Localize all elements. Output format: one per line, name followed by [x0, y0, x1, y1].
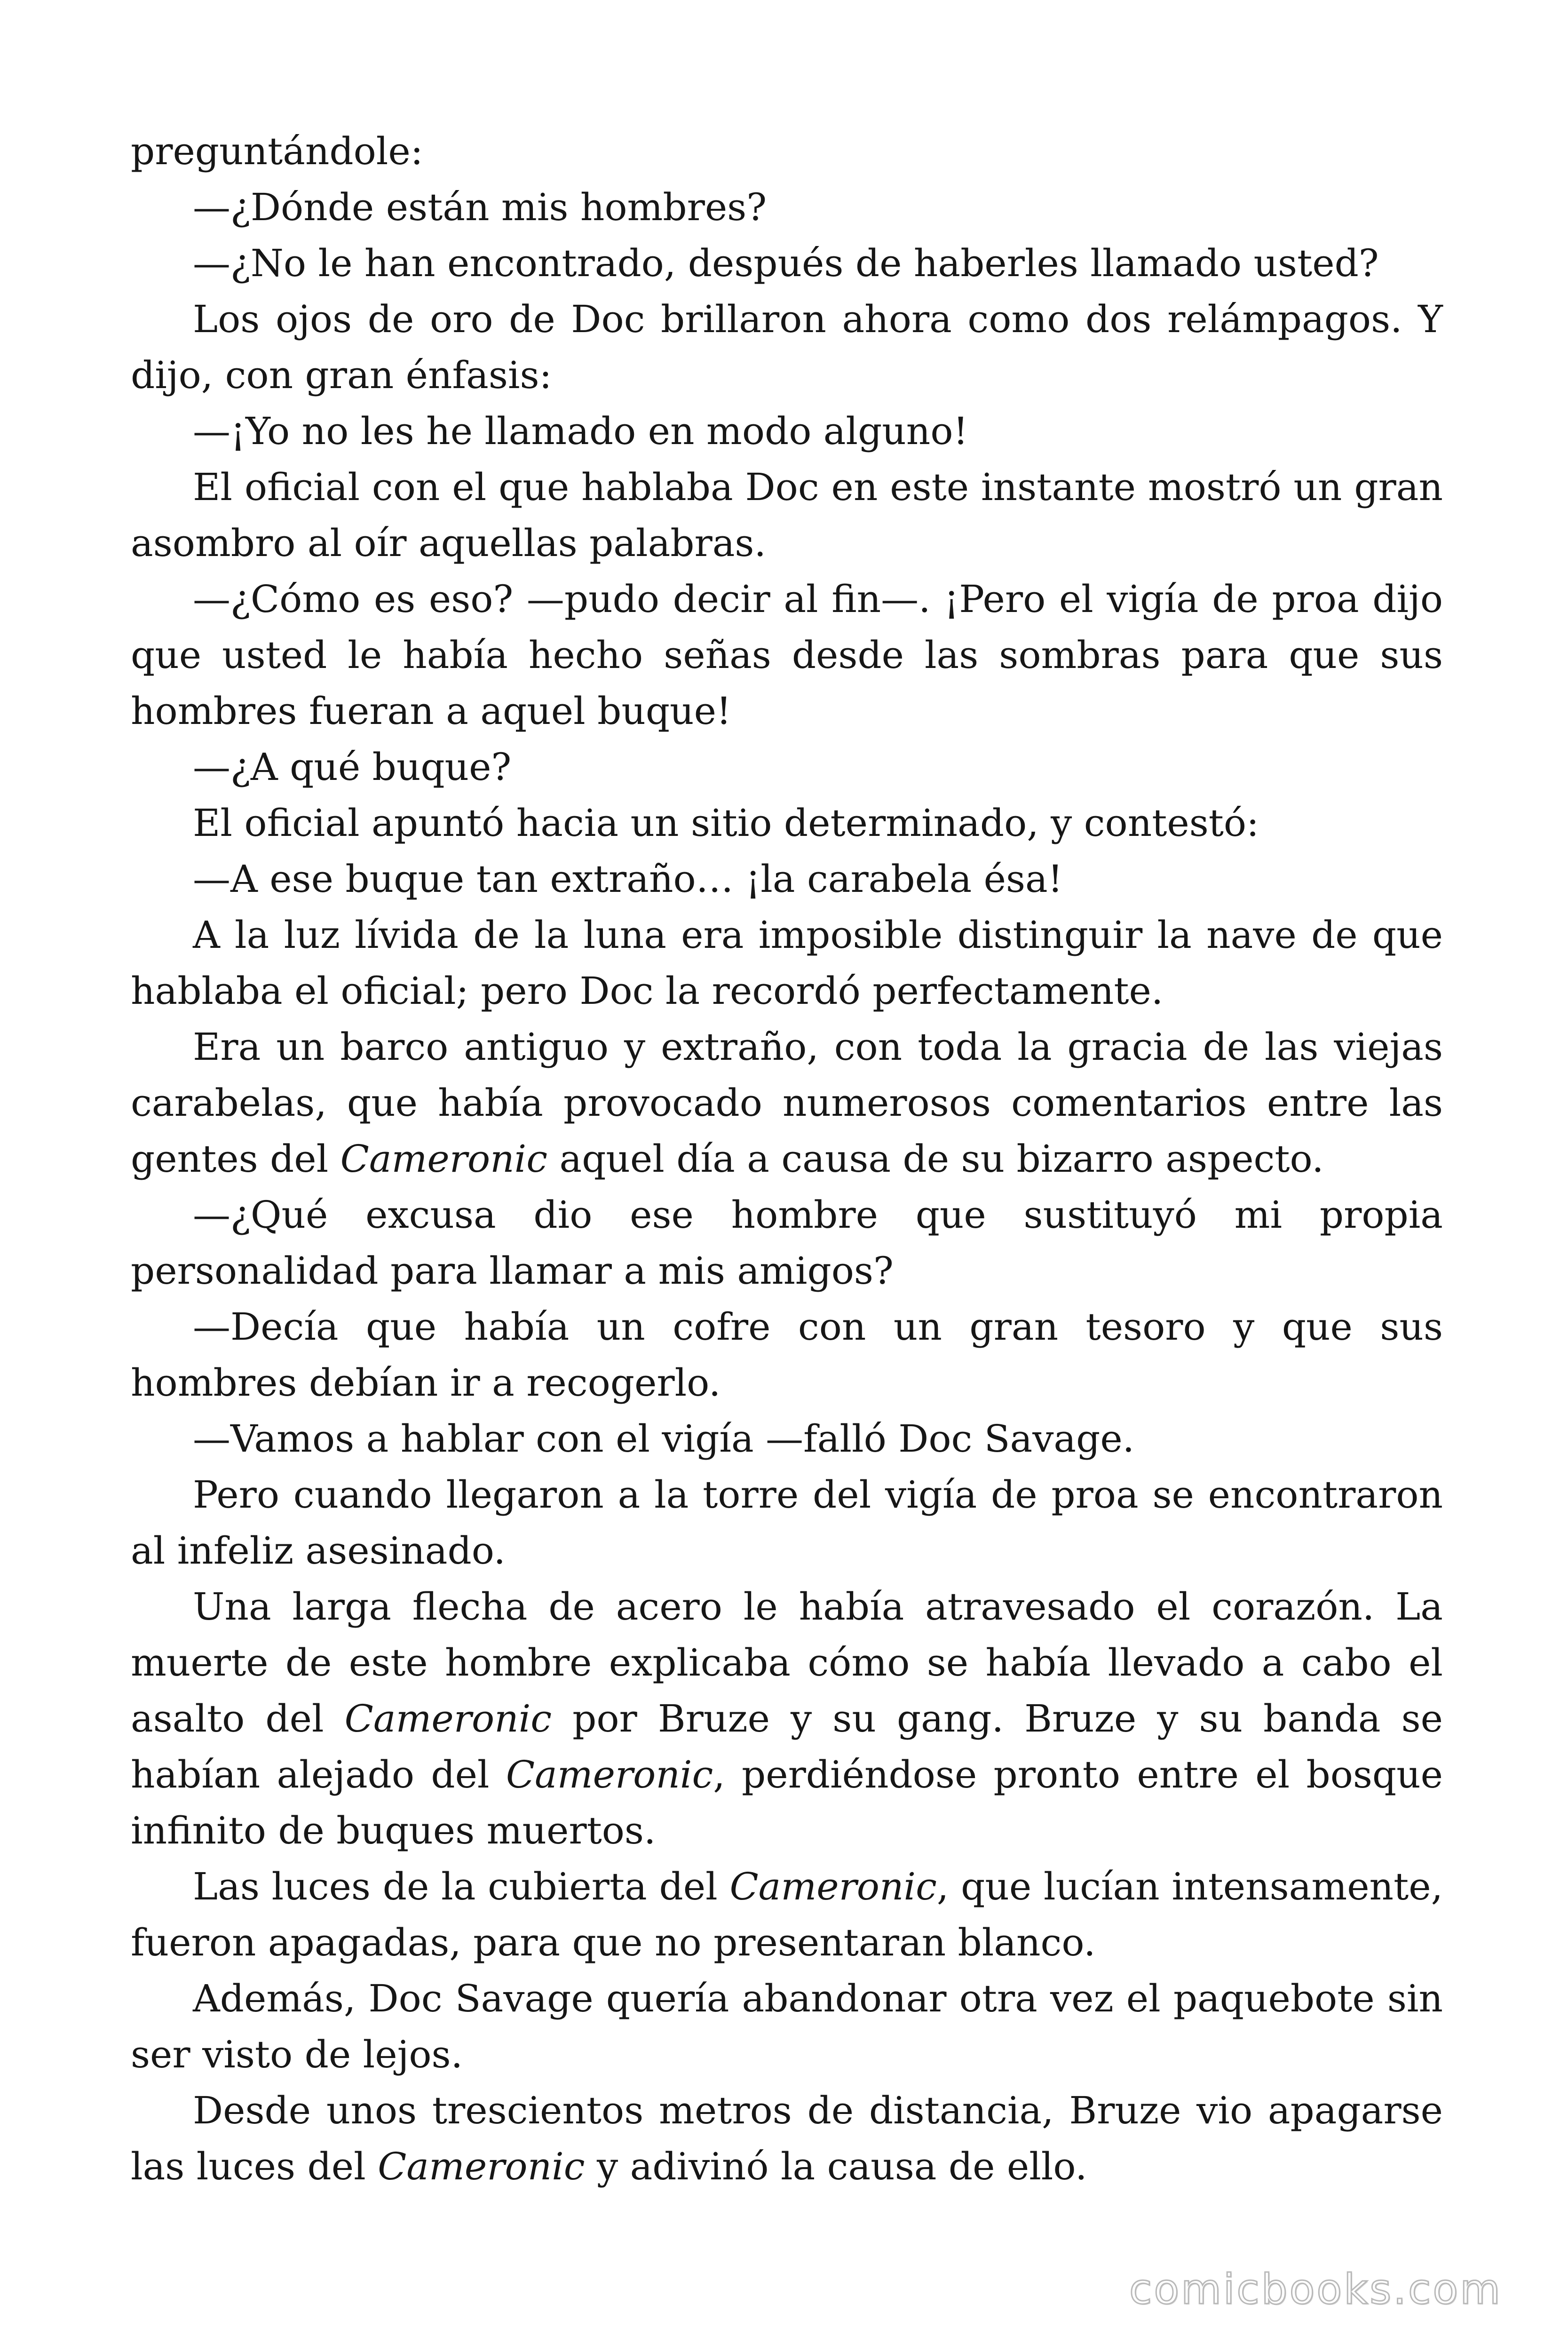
- book-page-text: [131, 123, 1443, 2194]
- text-run: , que lucían intensamente, fueron apagadas, para que no presentaran blanco.: [131, 1865, 1443, 1964]
- paragraph: [131, 1187, 1443, 1299]
- text-run: —¿Dónde están mis hombres?: [193, 185, 767, 229]
- italic-text: Cameronic: [340, 1137, 548, 1181]
- paragraph: [131, 1411, 1443, 1467]
- paragraph: [131, 179, 1443, 235]
- paragraph: [131, 2082, 1443, 2194]
- text-run: preguntándole:: [131, 129, 423, 173]
- paragraph: [131, 571, 1443, 739]
- text-run: aquel día a causa de su bizarro aspecto.: [547, 1137, 1324, 1181]
- text-run: —Vamos a hablar con el vigía —falló Doc Savage.: [193, 1417, 1135, 1461]
- paragraph: [131, 1971, 1443, 2082]
- text-run: Una larga flecha de acero le había atravesado el corazón. La muerte de este hombre explicaba cómo se había llevado a cabo el asalto del: [131, 1585, 1443, 1740]
- text-run: —¿No le han encontrado, después de haberles llamado usted?: [193, 241, 1379, 285]
- text-run: —¿Qué excusa dio ese hombre que sustituyó mi propia personalidad para llamar a mis amigos?: [131, 1193, 1443, 1293]
- italic-text: Cameronic: [506, 1753, 713, 1796]
- paragraph: [131, 1299, 1443, 1411]
- text-run: —¡Yo no les he llamado en modo alguno!: [193, 409, 968, 453]
- italic-text: Cameronic: [729, 1865, 937, 1908]
- text-run: —Decía que había un cofre con un gran tesoro y que sus hombres debían ir a recogerlo.: [131, 1305, 1443, 1405]
- text-run: —¿Cómo es eso? —pudo decir al fin—. ¡Pero el vigía de proa dijo que usted le había hecho señas desde las sombras para que sus hombres fueran a aquel buque!: [131, 577, 1443, 733]
- text-run: Los ojos de oro de Doc brillaron ahora como dos relámpagos. Y dijo, con gran énfasis:: [131, 297, 1443, 397]
- paragraph: [131, 1467, 1443, 1579]
- paragraph: [131, 1859, 1443, 1971]
- paragraph: [131, 291, 1443, 403]
- italic-text: Cameronic: [378, 2145, 585, 2188]
- text-run: Era un barco antiguo y extraño, con toda la gracia de las viejas carabelas, que había provocado numerosos comentarios entre las gentes del: [131, 1025, 1443, 1181]
- paragraph: [131, 907, 1443, 1019]
- text-run: A la luz lívida de la luna era imposible distinguir la nave de que hablaba el oficial; pero Doc la recordó perfectamente.: [131, 913, 1443, 1013]
- text-run: Además, Doc Savage quería abandonar otra vez el paquebote sin ser visto de lejos.: [131, 1977, 1443, 2076]
- paragraph: [131, 235, 1443, 291]
- text-run: El oficial apuntó hacia un sitio determinado, y contestó:: [193, 801, 1259, 845]
- text-run: y adivinó la causa de ello.: [585, 2145, 1087, 2188]
- paragraph: [131, 459, 1443, 571]
- text-run: El oficial con el que hablaba Doc en este instante mostró un gran asombro al oír aquellas palabras.: [131, 465, 1443, 565]
- paragraph: [131, 851, 1443, 907]
- text-run: —¿A qué buque?: [193, 745, 512, 789]
- paragraph: [131, 1579, 1443, 1859]
- italic-text: Cameronic: [344, 1697, 552, 1740]
- paragraph: [131, 795, 1443, 851]
- text-run: —A ese buque tan extraño… ¡la carabela ésa!: [193, 857, 1063, 901]
- paragraph: [131, 739, 1443, 795]
- text-run: Las luces de la cubierta del: [193, 1865, 730, 1908]
- paragraph: [131, 1019, 1443, 1187]
- text-run: , perdiéndose pronto entre el bosque infinito de buques muertos.: [131, 1753, 1443, 1852]
- watermark: comicbooks.com: [1129, 2265, 1502, 2313]
- paragraph: [131, 403, 1443, 459]
- text-run: Desde unos trescientos metros de distancia, Bruze vio apagarse las luces del: [131, 2089, 1443, 2188]
- text-run: por Bruze y su gang. Bruze y su banda se habían alejado del: [131, 1697, 1443, 1796]
- text-run: Pero cuando llegaron a la torre del vigía de proa se encontraron al infeliz asesinado.: [131, 1473, 1443, 1573]
- paragraph: [131, 123, 1443, 179]
